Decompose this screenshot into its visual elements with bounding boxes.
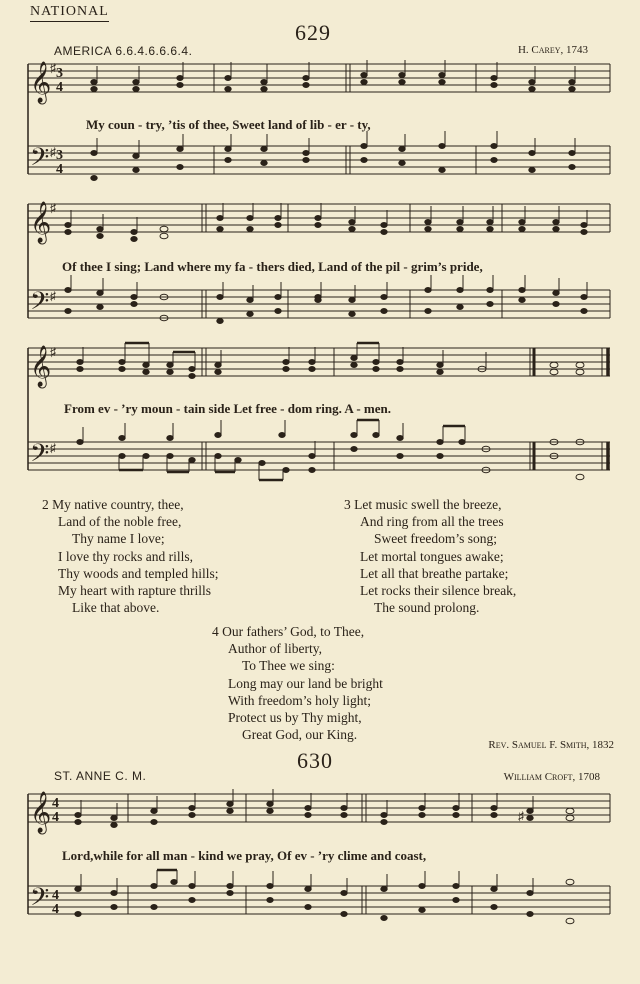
svg-text:♯: ♯ bbox=[50, 345, 56, 359]
svg-text:♯: ♯ bbox=[50, 441, 56, 455]
bass-staff-1 bbox=[28, 146, 610, 174]
svg-text:♯: ♯ bbox=[50, 289, 56, 303]
treble-clef-icon: 𝄞 bbox=[30, 62, 52, 103]
svg-text:4: 4 bbox=[52, 810, 59, 825]
lyric-line-2: Of thee I sing; Land where my fa - thers died, Land of the pil - grim’s pride, bbox=[62, 259, 483, 274]
svg-text:♯: ♯ bbox=[50, 145, 56, 159]
lyric-line-3: From ev - ’ry moun - tain side Let free - dom ring. A - men. bbox=[64, 401, 391, 416]
svg-text:3: 3 bbox=[56, 66, 63, 81]
treble-staff-1 bbox=[28, 64, 610, 92]
bass-clef-icon: 𝄢 bbox=[30, 287, 50, 322]
music-system-4 bbox=[24, 786, 614, 982]
svg-text:♯: ♯ bbox=[50, 61, 56, 75]
section-label: NATIONAL bbox=[30, 4, 109, 22]
svg-text:♯: ♯ bbox=[50, 201, 56, 215]
svg-text:4: 4 bbox=[52, 902, 59, 917]
lyric-line-4: Lord,while for all man - kind we pray, Of ev - ’ry clime and coast, bbox=[62, 848, 427, 863]
tune-name-629: AMERICA 6.6.4.6.6.6.4. bbox=[54, 44, 193, 58]
author-629: Rev. Samuel F. Smith, 1832 bbox=[488, 739, 614, 751]
hymn-number-629: 629 bbox=[295, 20, 331, 45]
treble-clef-icon: 𝄞 bbox=[30, 792, 52, 833]
tune-name-630: ST. ANNE C. M. bbox=[54, 769, 147, 783]
svg-text:4: 4 bbox=[56, 80, 63, 95]
hymn-number-630: 630 bbox=[297, 748, 333, 773]
treble-clef-icon: 𝄞 bbox=[30, 202, 52, 243]
lyric-line-1: My coun - try, ’tis of thee, Sweet land of lib - er - ty, bbox=[86, 117, 371, 132]
bass-clef-icon: 𝄢 bbox=[30, 439, 50, 474]
svg-text:3: 3 bbox=[56, 148, 63, 163]
composer-629: H. Carey, 1743 bbox=[517, 44, 588, 56]
bass-clef-icon: 𝄢 bbox=[30, 143, 50, 178]
svg-text:4: 4 bbox=[52, 888, 59, 903]
stanza-3: 3 Let music swell the breeze, And ring from all the trees Sweet freedom’s song; Let mortal tongues awake; Let all that breathe partake; Let rocks their silence break, The sound prolong. bbox=[344, 497, 517, 616]
treble-clef-icon: 𝄞 bbox=[30, 346, 52, 387]
svg-text:4: 4 bbox=[56, 162, 63, 177]
stanza-4: 4 Our fathers’ God, to Thee, Author of liberty, To Thee we sing: Long may our land be bright With freedom’s holy light; Protect us by Thy might, Great God, our King. bbox=[212, 624, 383, 743]
svg-text:4: 4 bbox=[52, 796, 59, 811]
composer-630: William Croft, 1708 bbox=[503, 771, 600, 783]
bass-clef-icon: 𝄢 bbox=[30, 883, 50, 918]
svg-text:♯: ♯ bbox=[518, 809, 524, 823]
stanza-2: 2 My native country, thee, Land of the noble free, Thy name I love; I love thy rocks and rills, Thy woods and templed hills; My heart with rapture thrills Like that above. bbox=[42, 497, 219, 616]
